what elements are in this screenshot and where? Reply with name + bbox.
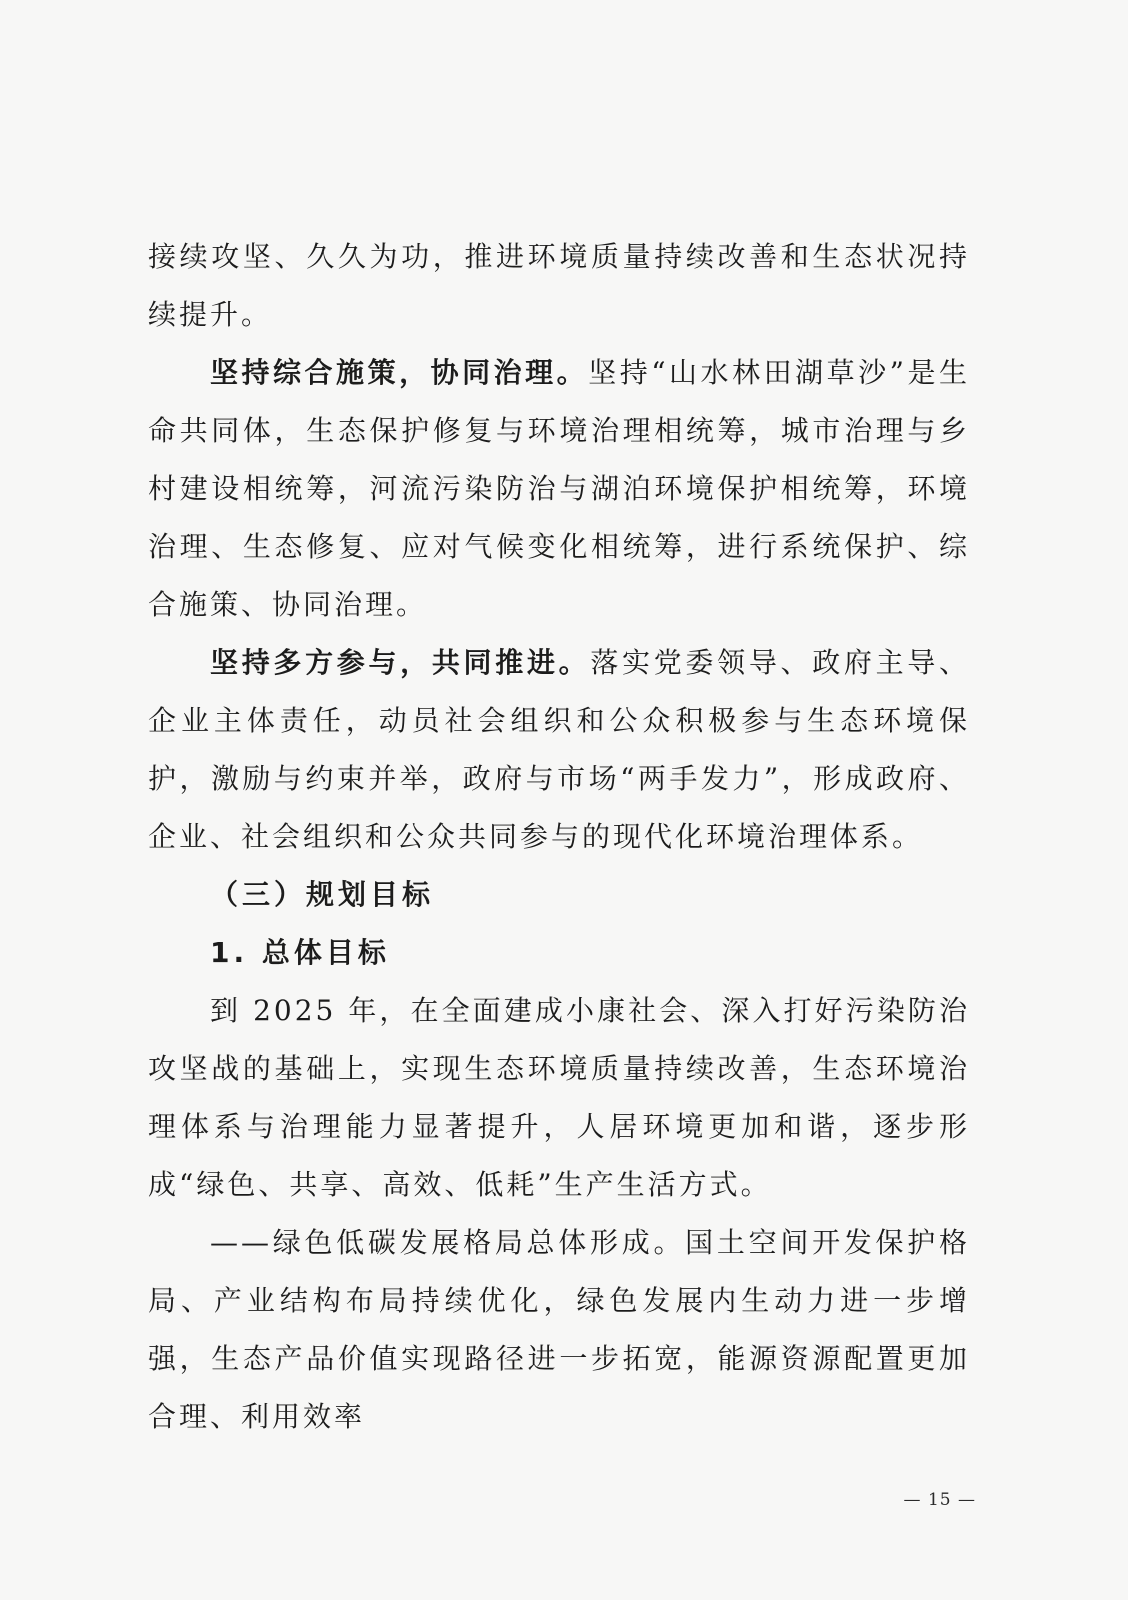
paragraph-lead-heading: 坚持综合施策，协同治理。 — [210, 356, 589, 389]
document-body — [148, 228, 970, 1446]
paragraph-multi-party-participation — [148, 634, 970, 866]
section-heading-planning-goals: （三）规划目标 — [210, 878, 435, 911]
paragraph-body: 落实党委领导、政府主导、企业主体责任，动员社会组织和公众积极参与生态环境保护，激励与约束并举，政府与市场“两手发力”，形成政府、企业、社会组织和公众共同参与的现代化环境治理体系。 — [148, 646, 970, 853]
paragraph-green-low-carbon: ——绿色低碳发展格局总体形成。国土空间开发保护格局、产业结构布局持续优化，绿色发展内生动力进一步增强，生态产品价值实现路径进一步拓宽，能源资源配置更加合理、利用效率 — [148, 1226, 970, 1433]
paragraph-comprehensive-governance — [148, 344, 970, 634]
paragraph-lead-heading: 坚持多方参与，共同推进。 — [210, 646, 591, 679]
subsection-heading-overall-goals: 1. 总体目标 — [210, 936, 390, 969]
page-number: — 15 — — [903, 1490, 976, 1510]
paragraph-2025-goals: 到 2025 年，在全面建成小康社会、深入打好污染防治攻坚战的基础上，实现生态环境质量持续改善，生态环境治理体系与治理能力显著提升，人居环境更加和谐，逐步形成“绿色、共享、高效、低耗”生产生活方式。 — [148, 994, 970, 1201]
paragraph-continuation: 接续攻坚、久久为功，推进环境质量持续改善和生态状况持续提升。 — [148, 240, 970, 331]
paragraph-body: 坚持“山水林田湖草沙”是生命共同体，生态保护修复与环境治理相统筹，城市治理与乡村建设相统筹，河流污染防治与湖泊环境保护相统筹，环境治理、生态修复、应对气候变化相统筹，进行系统保护、综合施策、协同治理。 — [148, 356, 970, 621]
